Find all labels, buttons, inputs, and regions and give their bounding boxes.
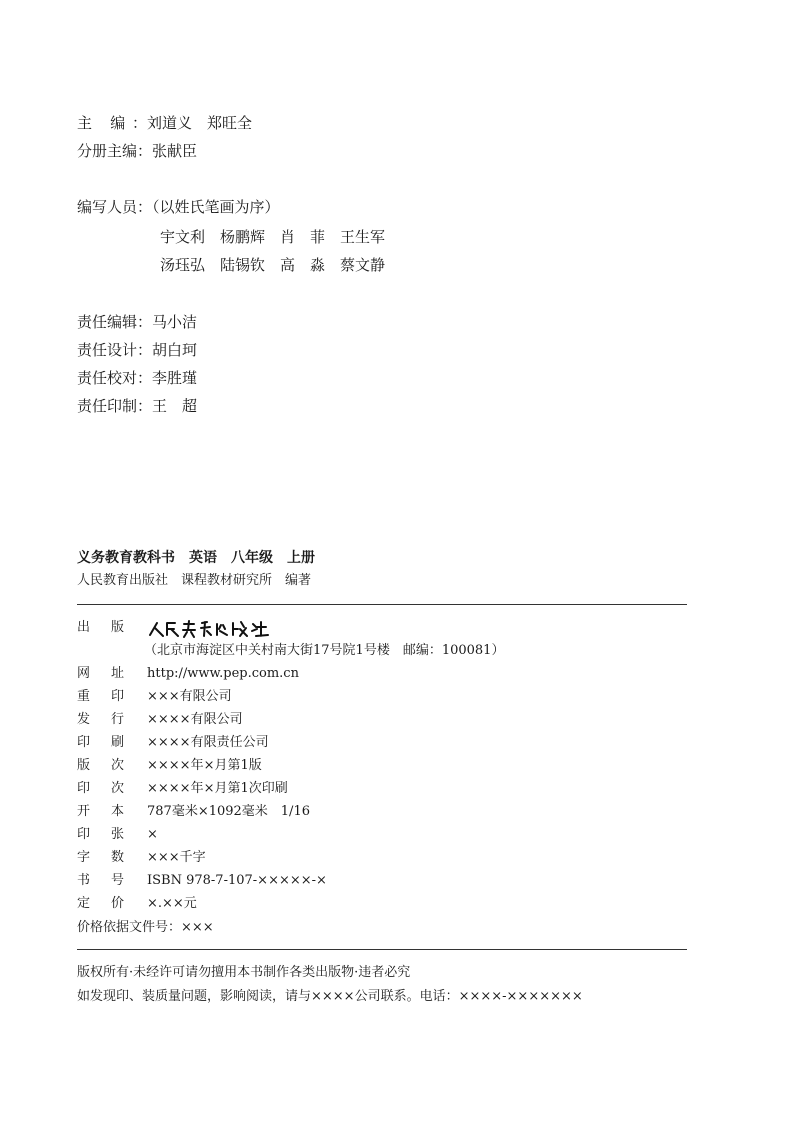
- cip-row-label: 书号: [77, 873, 124, 888]
- writers-row-1: 宇文利 杨鹏辉 肖 菲 王生军: [160, 228, 386, 246]
- resp-proof-label: 责任校对：: [77, 369, 153, 387]
- cip-row-value: ×: [147, 827, 158, 842]
- cip-row-label: 网址: [77, 666, 124, 681]
- publisher-logo: [147, 619, 287, 639]
- cip-row: [77, 803, 310, 821]
- cip-row: [77, 757, 262, 775]
- cip-row-label: 开本: [77, 804, 124, 819]
- volume-editor-name: 张献臣: [152, 142, 198, 160]
- resp-design-line: [77, 340, 197, 360]
- price-basis: 价格依据文件号：×××: [77, 920, 214, 935]
- divider-bottom: [77, 949, 687, 950]
- cip-row-value: ××××有限公司: [147, 712, 243, 727]
- book-author: 人民教育出版社 课程教材研究所 编著: [77, 573, 312, 588]
- resp-proof-line: [77, 368, 197, 388]
- cip-row-label: 印刷: [77, 735, 124, 750]
- resp-print-label: 责任印制：: [77, 397, 153, 415]
- publisher-address: （北京市海淀区中关村南大街17号院1号楼 邮编：100081）: [144, 643, 505, 658]
- resp-editor-label: 责任编辑：: [77, 313, 153, 331]
- divider-top: [77, 604, 687, 605]
- resp-print-name: 王 超: [152, 397, 198, 415]
- publisher-logo-calligraphy: [147, 619, 287, 639]
- cip-row-value: ×××有限公司: [147, 689, 232, 704]
- resp-editor-line: [77, 312, 197, 332]
- writers-note: （以姓氏笔画为序）: [152, 198, 280, 216]
- cip-row-label: 发行: [77, 712, 124, 727]
- cip-row-value: ×.××元: [147, 896, 197, 911]
- publisher-label: 出版: [77, 620, 124, 635]
- book-title: 义务教育教科书 英语 八年级 上册: [77, 550, 315, 566]
- cip-row: [77, 826, 158, 844]
- cip-row-value: ××××有限责任公司: [147, 735, 269, 750]
- cip-row-label: 字数: [77, 850, 124, 865]
- resp-design-label: 责任设计：: [77, 341, 153, 359]
- cip-row: [77, 849, 206, 867]
- cip-row-value: ××××年×月第1次印刷: [147, 781, 288, 796]
- cip-row-label: 重印: [77, 689, 124, 704]
- publisher-row: [77, 619, 124, 637]
- cip-row-value: 787毫米×1092毫米 1/16: [147, 804, 310, 819]
- resp-editor-name: 马小洁: [152, 313, 198, 331]
- cip-row: [77, 872, 327, 890]
- resp-print-line: [77, 396, 197, 416]
- writers-line: [77, 197, 280, 217]
- copyright-notice: 版权所有·未经许可请勿擅用本书制作各类出版物·违者必究: [77, 965, 411, 980]
- resp-proof-name: 李胜瑾: [152, 369, 198, 387]
- chief-editor-label: 主 编：: [77, 114, 147, 132]
- cip-row-label: 定价: [77, 896, 124, 911]
- cip-row: [77, 734, 269, 752]
- cip-row-label: 印张: [77, 827, 124, 842]
- cip-row: [77, 688, 232, 706]
- writers-row-2: 汤珏弘 陆锡钦 高 淼 蔡文静: [160, 256, 386, 274]
- chief-editor-line: [77, 113, 252, 133]
- cip-row: [77, 780, 288, 798]
- cip-row: [77, 895, 197, 913]
- cip-row-label: 印次: [77, 781, 124, 796]
- chief-editor-names: 刘道义 郑旺全: [147, 114, 253, 132]
- cip-row: [77, 711, 243, 729]
- cip-row-value: ×××千字: [147, 850, 206, 865]
- resp-design-name: 胡白珂: [152, 341, 198, 359]
- cip-row-value: http://www.pep.com.cn: [147, 666, 299, 681]
- cip-row-value: ××××年×月第1版: [147, 758, 262, 773]
- writers-label: 编写人员：: [77, 198, 153, 216]
- cip-row: [77, 665, 299, 683]
- volume-editor-line: [77, 141, 197, 161]
- contact-notice: 如发现印、装质量问题，影响阅读，请与××××公司联系。电话：××××-×××××××: [77, 989, 583, 1004]
- volume-editor-label: 分册主编：: [77, 142, 153, 160]
- cip-row-value: ISBN 978-7-107-×××××-×: [147, 873, 327, 888]
- cip-row-label: 版次: [77, 758, 124, 773]
